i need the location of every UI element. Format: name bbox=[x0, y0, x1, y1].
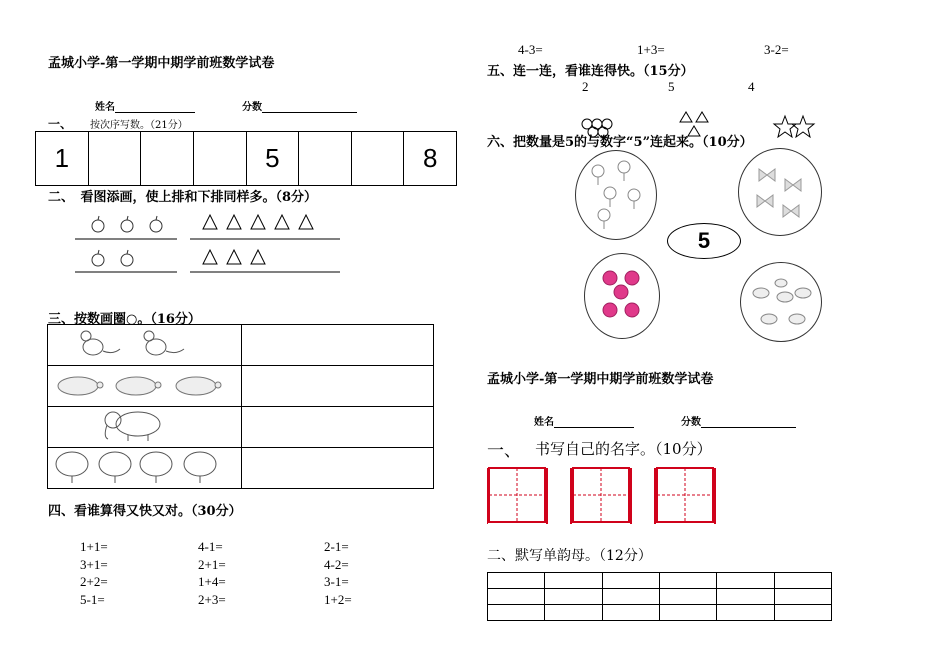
math-problem: 4-1= bbox=[198, 539, 223, 554]
tree-icon bbox=[48, 448, 238, 484]
math-problem: 1+4= bbox=[198, 574, 226, 589]
pinyin-cell[interactable] bbox=[545, 605, 602, 621]
match-number: 2 bbox=[582, 79, 589, 94]
score-label: 分数 bbox=[242, 102, 262, 113]
top-expression: 4-3= bbox=[518, 42, 543, 57]
circle-group-kids[interactable] bbox=[575, 150, 657, 240]
pig-icon bbox=[585, 254, 659, 338]
answer-cell[interactable] bbox=[242, 366, 434, 407]
math-problem: 3-1= bbox=[324, 574, 349, 589]
picture-cell bbox=[48, 448, 242, 489]
star-shape-icon bbox=[774, 116, 814, 137]
score-label: 分数 bbox=[681, 417, 701, 428]
animal-icon bbox=[741, 263, 821, 341]
math-problem: 2+2= bbox=[80, 574, 108, 589]
center-number-oval[interactable]: 5 bbox=[667, 223, 741, 259]
circle-group-pigs[interactable] bbox=[584, 253, 660, 339]
seq-cell[interactable]: 8 bbox=[422, 143, 438, 173]
score-field bbox=[242, 98, 357, 113]
pinyin-cell[interactable] bbox=[545, 573, 602, 589]
score-field-right bbox=[681, 413, 796, 428]
pinyin-cell[interactable] bbox=[545, 589, 602, 605]
pinyin-cell[interactable] bbox=[774, 589, 831, 605]
seq-cell[interactable] bbox=[89, 132, 142, 185]
section1-number: 一、 bbox=[48, 117, 73, 131]
pinyin-cell[interactable] bbox=[488, 589, 545, 605]
math-problem: 4-2= bbox=[324, 556, 349, 572]
circle-group-animals[interactable] bbox=[740, 262, 822, 342]
math-column-3 bbox=[324, 538, 352, 608]
circle-count-table bbox=[47, 324, 434, 489]
name-field bbox=[95, 98, 195, 113]
elephant-icon bbox=[48, 407, 238, 443]
top-expression: 3-2= bbox=[764, 42, 789, 57]
math-problem: 2-1= bbox=[324, 539, 349, 554]
section2-title-right: 二、默写单韵母。（12分） bbox=[487, 548, 652, 564]
section5-title: 五、连一连，看谁连得快。（15分） bbox=[487, 64, 694, 79]
seq-cell[interactable] bbox=[299, 132, 352, 185]
name-blank[interactable] bbox=[554, 415, 634, 428]
picture-cell bbox=[48, 407, 242, 448]
circle-group-butterflies[interactable] bbox=[738, 148, 822, 236]
pinyin-writing-table bbox=[487, 572, 832, 621]
section1-instruction-right: 书写自己的名字。（10分） bbox=[535, 440, 712, 458]
score-blank[interactable] bbox=[701, 415, 796, 428]
number-sequence-grid bbox=[35, 131, 457, 186]
math-problem: 1+1= bbox=[80, 539, 108, 554]
math-problem: 2+1= bbox=[198, 556, 226, 572]
answer-cell[interactable] bbox=[242, 448, 434, 489]
math-problem: 5-1= bbox=[80, 591, 105, 607]
pinyin-cell[interactable] bbox=[717, 573, 774, 589]
right-title: 孟城小学-第一学期中期学前班数学试卷 bbox=[487, 372, 714, 387]
name-blank[interactable] bbox=[115, 100, 195, 113]
pinyin-cell[interactable] bbox=[488, 605, 545, 621]
tian-grid-group bbox=[487, 464, 727, 526]
top-expression: 1+3= bbox=[637, 42, 665, 57]
pinyin-cell[interactable] bbox=[774, 605, 831, 621]
math-column-2 bbox=[198, 538, 226, 608]
pinyin-cell[interactable] bbox=[602, 589, 659, 605]
child-icon bbox=[576, 151, 656, 239]
pinyin-cell[interactable] bbox=[717, 605, 774, 621]
add-drawing-figure bbox=[70, 205, 350, 280]
match-number: 4 bbox=[748, 79, 755, 94]
seq-cell[interactable]: 5 bbox=[247, 132, 300, 185]
apple-icon bbox=[92, 216, 162, 266]
pinyin-cell[interactable] bbox=[659, 573, 716, 589]
picture-cell bbox=[48, 366, 242, 407]
section4-title: 四、看谁算得又快又对。（30分） bbox=[48, 504, 242, 519]
section1-number-right: 一、 bbox=[487, 441, 521, 461]
section3-title: 三、按数画圈○。（16分） bbox=[48, 312, 201, 327]
seq-cell[interactable] bbox=[352, 132, 405, 185]
pinyin-cell[interactable] bbox=[717, 589, 774, 605]
turtle-icon bbox=[48, 366, 238, 402]
section6-title: 六、把数量是5的与数字“5”连起来。（10分） bbox=[487, 135, 753, 150]
score-blank[interactable] bbox=[262, 100, 357, 113]
butterfly-icon bbox=[739, 149, 821, 235]
math-problem: 1+2= bbox=[324, 591, 352, 607]
section1-instruction: 按次序写数。（21分） bbox=[90, 120, 188, 131]
pinyin-cell[interactable] bbox=[659, 589, 716, 605]
math-problem: 3+1= bbox=[80, 556, 108, 572]
math-problem: 2+3= bbox=[198, 591, 226, 607]
answer-cell[interactable] bbox=[242, 407, 434, 448]
pinyin-cell[interactable] bbox=[602, 573, 659, 589]
mouse-icon bbox=[48, 325, 238, 361]
name-field-right bbox=[534, 413, 634, 428]
seq-cell[interactable] bbox=[194, 132, 247, 185]
pinyin-cell[interactable] bbox=[774, 573, 831, 589]
pinyin-cell[interactable] bbox=[659, 605, 716, 621]
name-label: 姓名 bbox=[95, 102, 115, 113]
name-label: 姓名 bbox=[534, 417, 554, 428]
picture-cell bbox=[48, 325, 242, 366]
pinyin-cell[interactable] bbox=[488, 573, 545, 589]
section2-title: 二、 看图添画，使上排和下排同样多。（8分） bbox=[48, 190, 318, 205]
answer-cell[interactable] bbox=[242, 325, 434, 366]
math-column-1 bbox=[80, 538, 108, 608]
left-title: 孟城小学-第一学期中期学前班数学试卷 bbox=[48, 56, 275, 71]
match-number: 5 bbox=[668, 79, 675, 94]
seq-cell[interactable]: 1 bbox=[36, 132, 89, 185]
seq-cell[interactable] bbox=[141, 132, 194, 185]
pinyin-cell[interactable] bbox=[602, 605, 659, 621]
